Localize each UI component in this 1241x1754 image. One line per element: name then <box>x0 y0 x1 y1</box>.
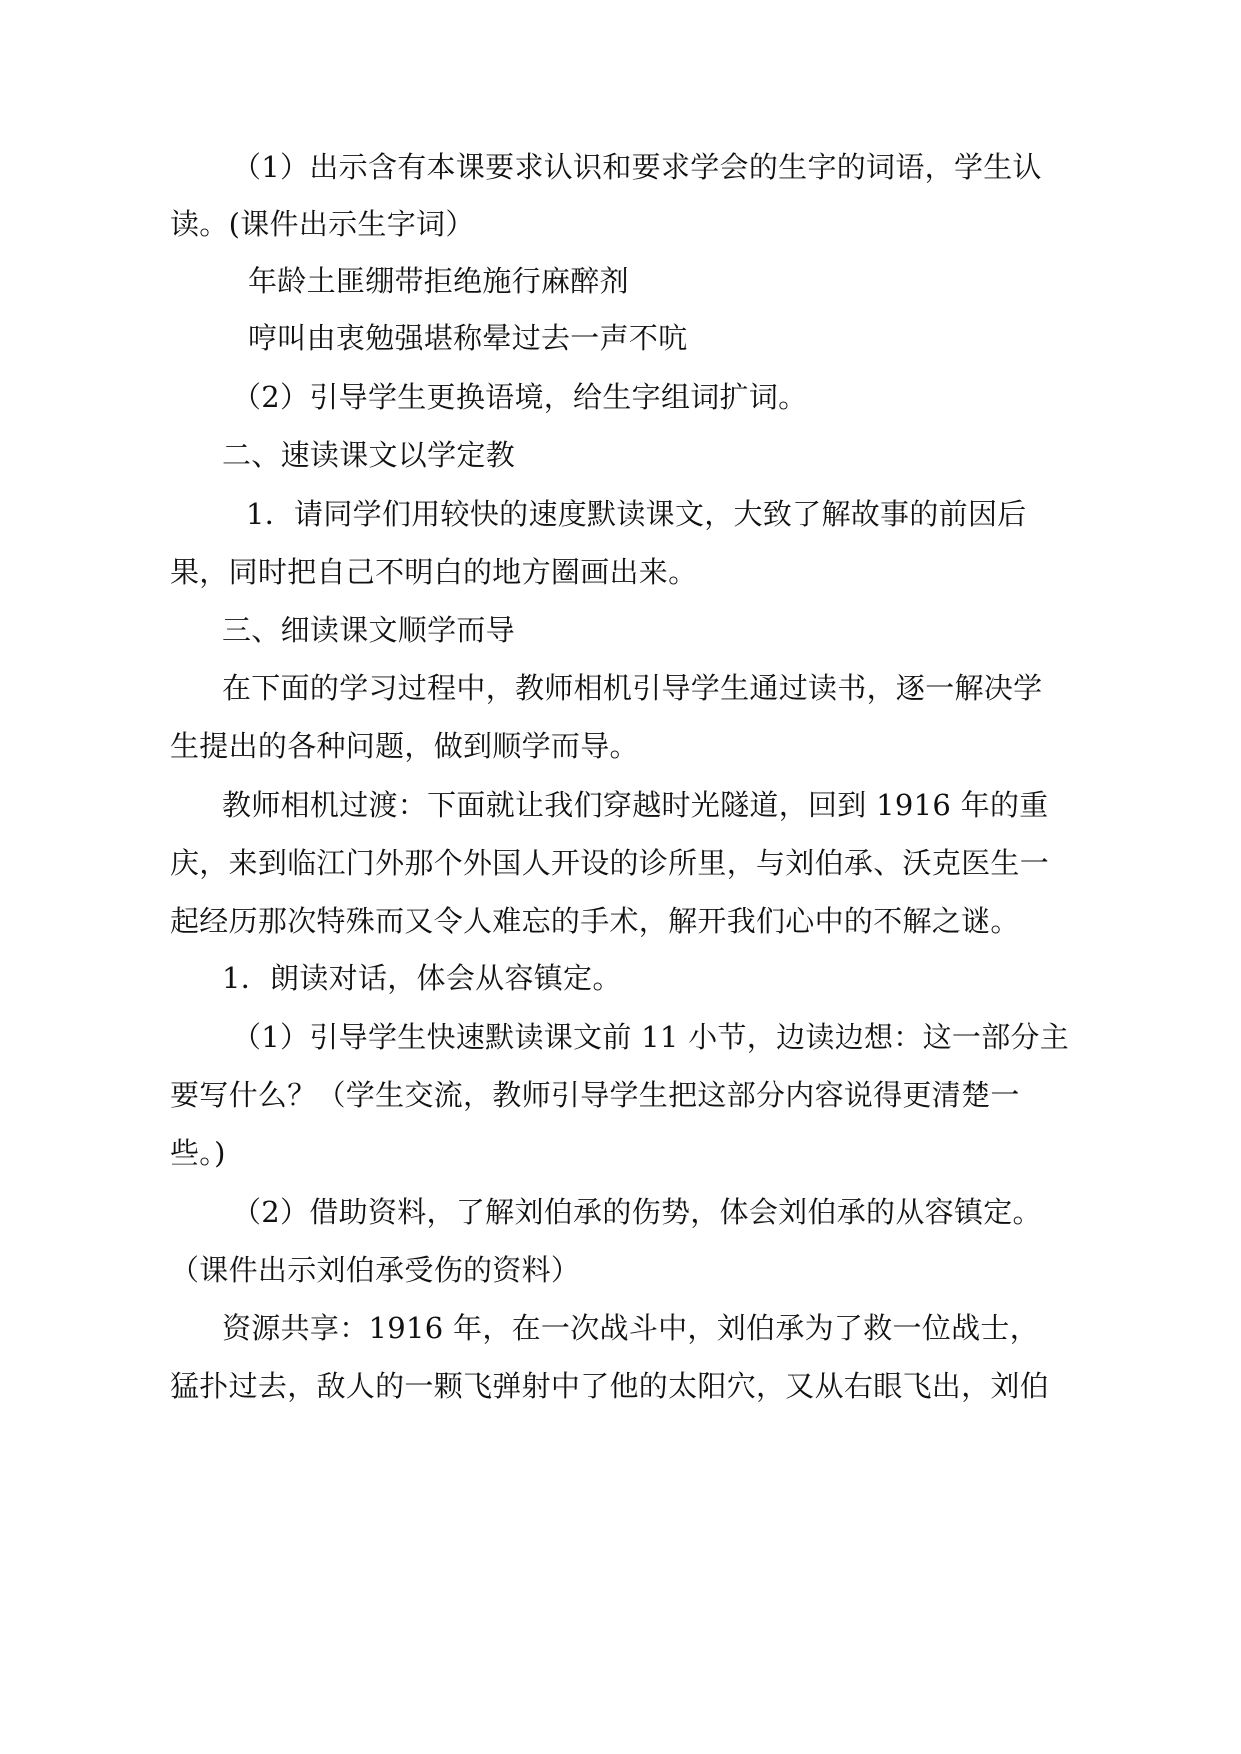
text-line: 些。) <box>170 1136 226 1170</box>
text-line: 果，同时把自己不明白的地方圈画出来。 <box>170 555 698 589</box>
text-line: 庆，来到临江门外那个外国人开设的诊所里，与刘伯承、沃克医生一 <box>170 846 1050 880</box>
text-line: （1）出示含有本课要求认识和要求学会的生字的词语，学生认 <box>232 150 1042 184</box>
text-line: 教师相机过渡：下面就让我们穿越时光隧道，回到 1916 年的重 <box>222 788 1049 822</box>
text-line: 猛扑过去，敌人的一颗飞弹射中了他的太阳穴，又从右眼飞出，刘伯 <box>170 1369 1050 1403</box>
text-line: （2）引导学生更换语境，给生字组词扩词。 <box>232 380 808 414</box>
text-line: 资源共享：1916 年，在一次战斗中，刘伯承为了救一位战士， <box>222 1311 1040 1345</box>
section-heading: 二、速读课文以学定教 <box>222 438 516 472</box>
text-line: 1．朗读对话，体会从容镇定。 <box>222 961 622 995</box>
text-line: （课件出示刘伯承受伤的资料） <box>170 1253 581 1287</box>
text-line: 起经历那次特殊而又令人难忘的手术，解开我们心中的不解之谜。 <box>170 904 1020 938</box>
text-line: 年龄土匪绷带拒绝施行麻醉剂 <box>248 264 629 298</box>
section-heading: 三、细读课文顺学而导 <box>222 613 516 647</box>
text-line: 读。(课件出示生字词） <box>170 207 475 241</box>
text-line: 哼叫由衷勉强堪称晕过去一声不吭 <box>248 321 688 355</box>
text-line: 1．请同学们用较快的速度默读课文，大致了解故事的前因后 <box>246 497 1027 531</box>
text-line: （1）引导学生快速默读课文前 11 小节，边读边想：这一部分主 <box>232 1020 1070 1054</box>
text-line: 在下面的学习过程中，教师相机引导学生通过读书，逐一解决学 <box>222 671 1043 705</box>
text-line: 要写什么？（学生交流，教师引导学生把这部分内容说得更清楚一 <box>170 1078 1020 1112</box>
text-line: （2）借助资料，了解刘伯承的伤势，体会刘伯承的从容镇定。 <box>232 1195 1042 1229</box>
text-line: 生提出的各种问题，做到顺学而导。 <box>170 729 639 763</box>
